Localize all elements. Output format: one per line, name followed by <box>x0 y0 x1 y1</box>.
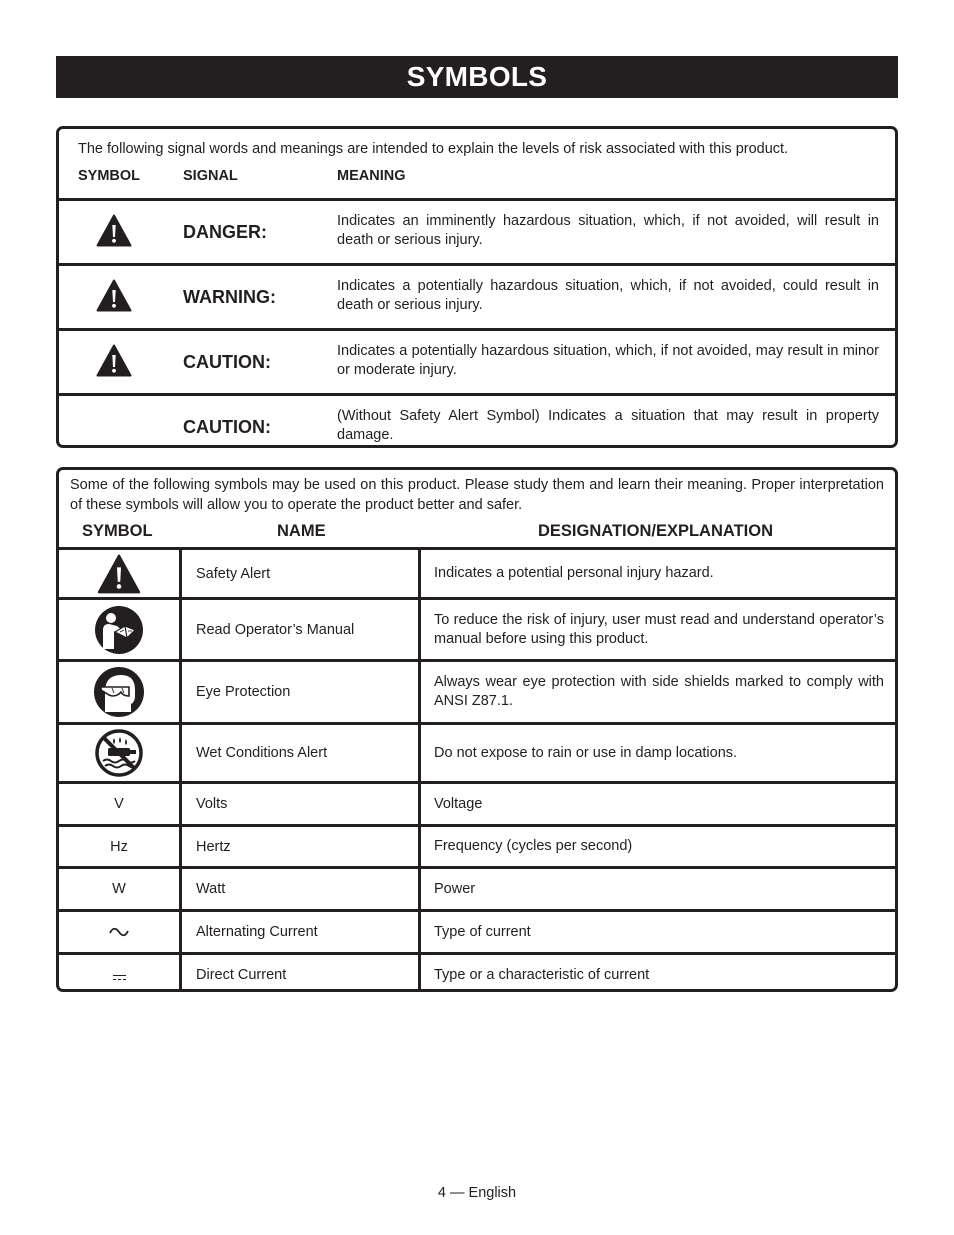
table-row <box>59 912 895 955</box>
designation-cell <box>421 725 895 781</box>
symbols-table-intro: Some of the following symbols may be used on this product. Please study them and learn their meaning. Proper interpretation of these symbols will allow you to operate the product better and safer. <box>70 477 884 513</box>
table-row <box>59 550 895 600</box>
designation-text: Always wear eye protection with side shields marked to comply with ANSI Z87.1. <box>434 674 884 709</box>
signal-word: WARNING: <box>183 287 276 307</box>
designation-cell <box>421 600 895 659</box>
safety-alert-icon <box>96 214 132 247</box>
symbol-cell: V <box>59 784 182 824</box>
designation-text: Frequency (cycles per second) <box>434 838 633 854</box>
table-row <box>59 600 895 662</box>
direct-current-icon <box>113 975 126 981</box>
page-footer: 4 — English <box>437 1185 517 1201</box>
wet-conditions-icon <box>95 729 143 777</box>
designation-cell <box>421 912 895 952</box>
eye-protection-icon <box>93 666 145 718</box>
signal-meaning: Indicates a potentially hazardous situation, which, if not avoided, may result in minor or moderate injury. <box>337 343 879 378</box>
symbol-cell: W <box>59 869 182 909</box>
symbol-cell <box>59 550 182 597</box>
signal-row-warning <box>59 266 895 331</box>
designation-cell <box>421 550 895 597</box>
signal-row-danger <box>59 201 895 266</box>
table-row <box>59 869 895 912</box>
table-row <box>59 827 895 869</box>
symbol-cell: Hz <box>59 827 182 866</box>
signal-word: CAUTION: <box>183 417 271 437</box>
name-cell: Safety Alert <box>182 550 421 597</box>
designation-text: Type of current <box>434 923 531 940</box>
alternating-current-icon <box>109 926 129 938</box>
designation-text: To reduce the risk of injury, user must read and understand operator’s manual before using this product. <box>434 611 884 647</box>
designation-cell <box>421 662 895 722</box>
signal-table-header <box>59 129 895 201</box>
symbol-cell <box>59 955 182 992</box>
signal-row-caution <box>59 331 895 396</box>
designation-text: Type or a characteristic of current <box>434 966 650 983</box>
signal-word: DANGER: <box>183 222 267 242</box>
page-title: SYMBOLS <box>56 56 898 98</box>
designation-cell <box>421 784 895 824</box>
name-cell: Hertz <box>182 827 421 866</box>
safety-alert-icon <box>96 554 142 594</box>
designation-text: Do not expose to rain or use in damp locations. <box>434 744 738 761</box>
read-manual-icon <box>94 605 144 655</box>
safety-alert-icon <box>96 279 132 312</box>
designation-cell <box>421 955 895 992</box>
safety-alert-icon <box>96 344 132 377</box>
table-row <box>59 725 895 784</box>
signal-table-intro: The following signal words and meanings are intended to explain the levels of risk associated with this product. <box>78 141 789 157</box>
signal-words-table <box>56 126 898 448</box>
name-cell: Wet Conditions Alert <box>182 725 421 781</box>
symbol-cell <box>59 662 182 722</box>
designation-cell <box>421 827 895 866</box>
table-row <box>59 955 895 992</box>
name-cell: Volts <box>182 784 421 824</box>
table-row <box>59 784 895 827</box>
column-header-signal: SIGNAL <box>183 168 238 184</box>
signal-meaning: (Without Safety Alert Symbol) Indicates a situation that may result in property damage. <box>337 408 879 443</box>
column-header-symbol: SYMBOL <box>78 168 141 184</box>
signal-meaning: Indicates an imminently hazardous situation, which, if not avoided, will result in death or serious injury. <box>337 213 879 248</box>
symbol-cell <box>59 600 182 659</box>
signal-word: CAUTION: <box>183 352 271 372</box>
column-header-designation: DESIGNATION/EXPLANATION <box>538 522 773 540</box>
table-row <box>59 662 895 725</box>
column-header-name: NAME <box>277 522 326 540</box>
symbol-cell <box>59 725 182 781</box>
name-cell: Read Operator’s Manual <box>182 600 421 659</box>
column-header-meaning: MEANING <box>337 168 406 184</box>
name-cell: Eye Protection <box>182 662 421 722</box>
symbol-cell <box>59 912 182 952</box>
name-cell: Direct Current <box>182 955 421 992</box>
name-cell: Alternating Current <box>182 912 421 952</box>
designation-text: Power <box>434 880 476 897</box>
column-header-symbol: SYMBOL <box>82 522 153 540</box>
signal-row-caution-property <box>59 396 895 448</box>
name-cell: Watt <box>182 869 421 909</box>
designation-cell <box>421 869 895 909</box>
signal-meaning: Indicates a potentially hazardous situation, which, if not avoided, could result in death or serious injury. <box>337 278 879 313</box>
designation-text: Voltage <box>434 795 483 812</box>
designation-text: Indicates a potential personal injury hazard. <box>434 565 714 581</box>
symbols-table-header <box>59 470 895 550</box>
symbols-table <box>56 467 898 992</box>
